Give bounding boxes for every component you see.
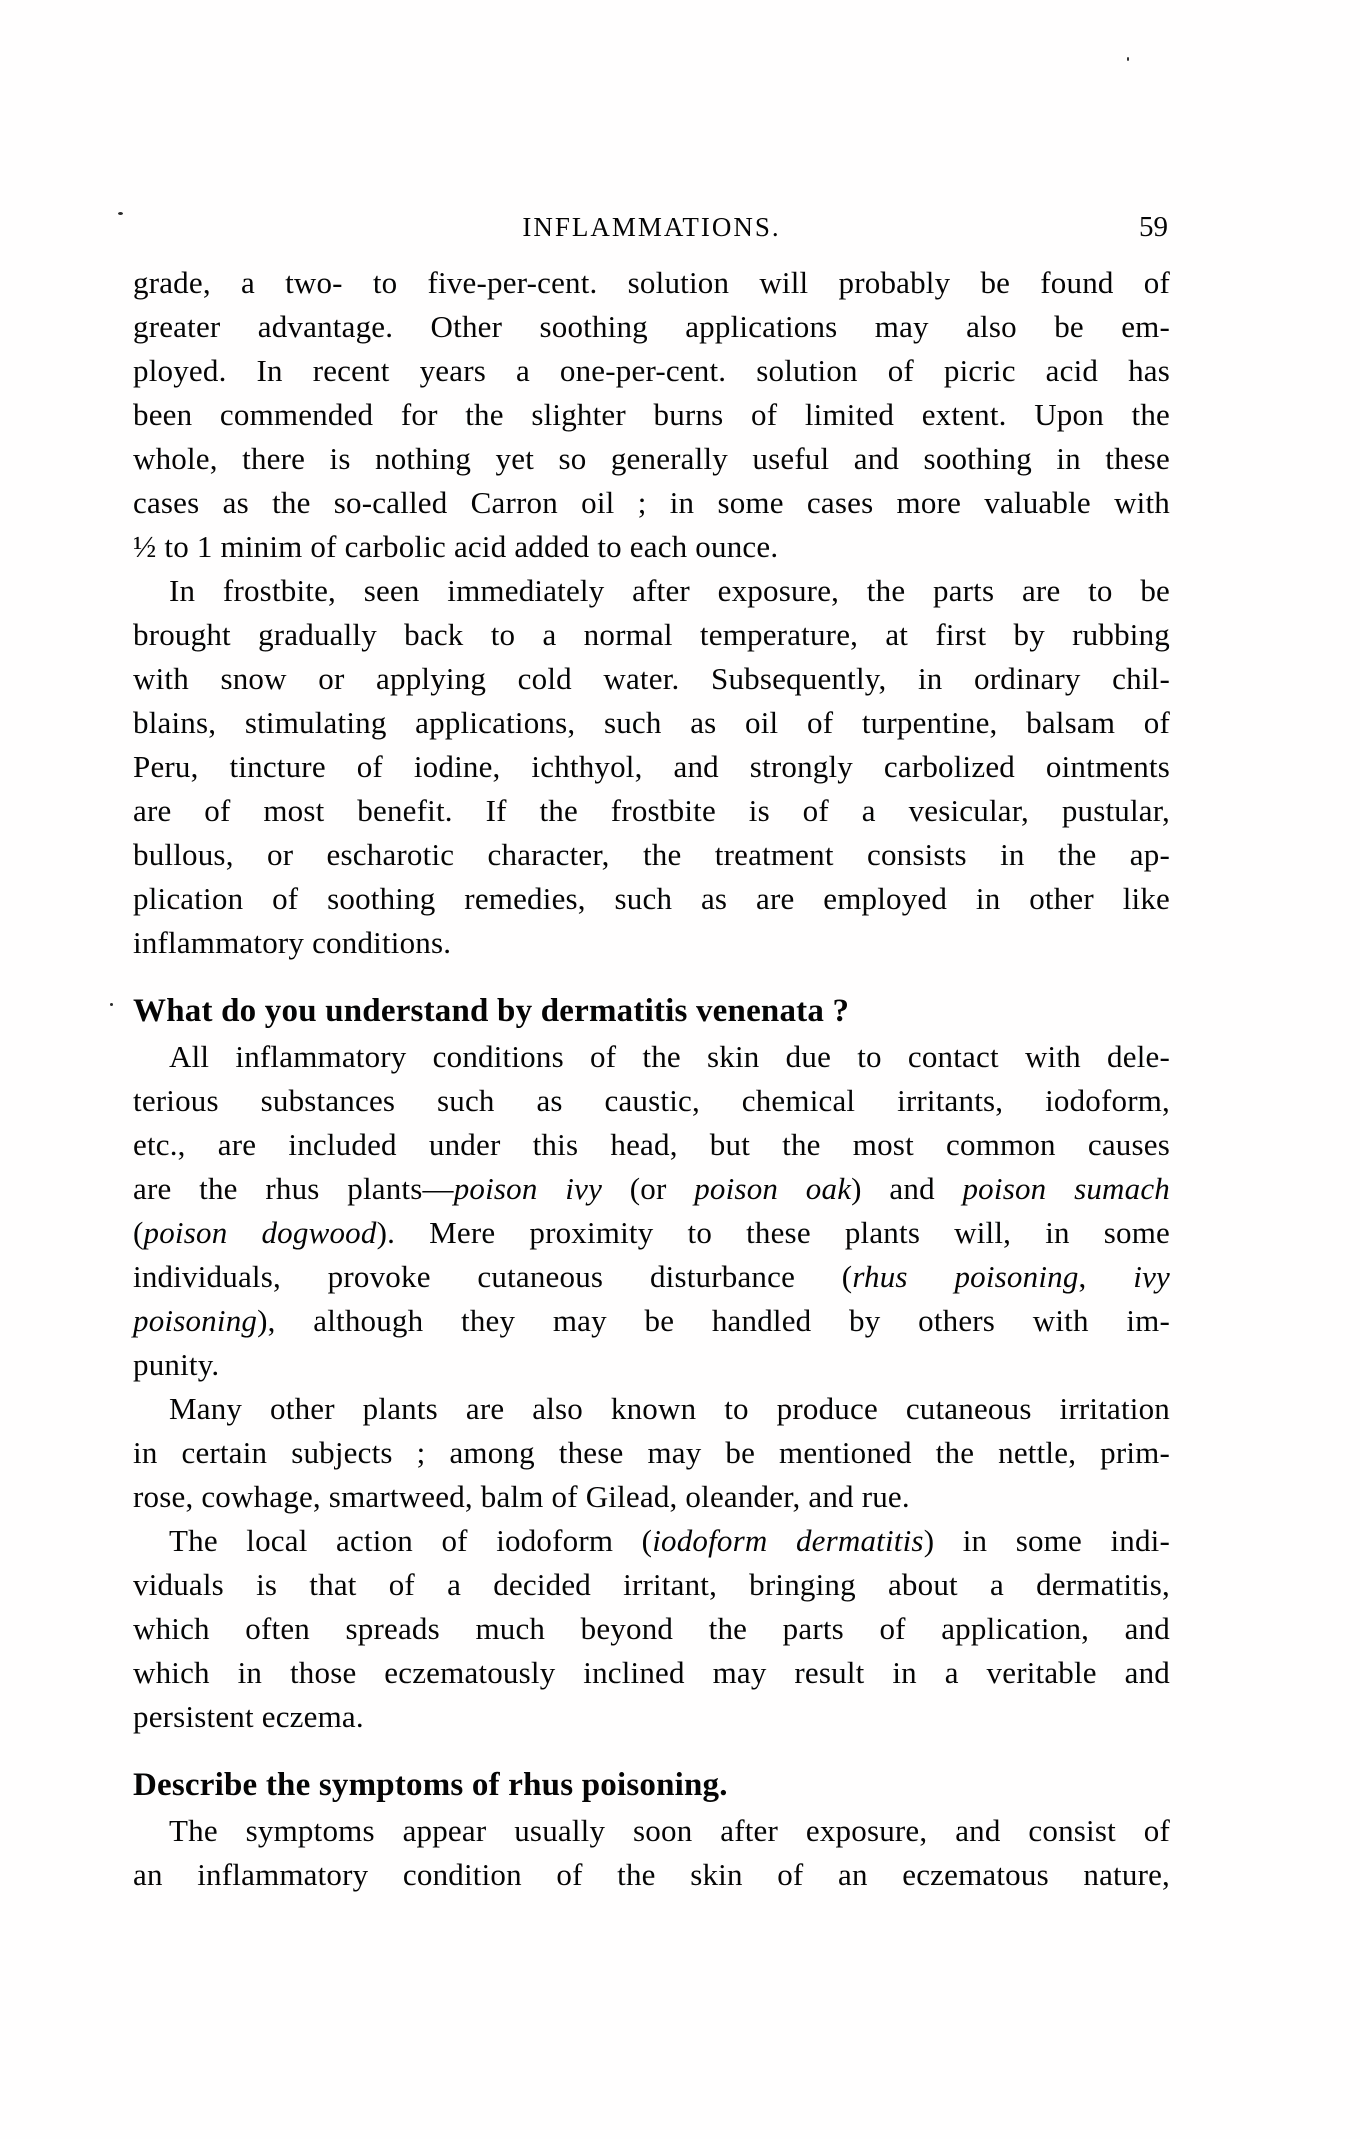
text-run: ( (133, 1215, 144, 1250)
text-run: an inflammatory condition of the skin of an eczematous nature, (133, 1857, 1170, 1892)
text-run: brought gradually back to a normal temperature, at first by rubbing (133, 617, 1170, 652)
text-line (133, 701, 1170, 745)
text-run: The symptoms appear usually soon after exposure, and consist of (169, 1813, 1170, 1848)
text-run: In frostbite, seen immediately after exposure, the parts are to be (169, 573, 1170, 608)
text-run: which in those eczematously inclined may result in a veritable and (133, 1655, 1170, 1690)
text-run: viduals is that of a decided irritant, bringing about a dermatitis, (133, 1567, 1170, 1602)
text-line (133, 1387, 1170, 1431)
italic-text: iodoform dermatitis (652, 1523, 924, 1558)
paragraph (133, 1519, 1170, 1739)
text-run: Many other plants are also known to produce cutaneous irritation (169, 1391, 1170, 1426)
text-line (133, 1809, 1170, 1853)
text-run: been commended for the slighter burns of limited extent. Upon the (133, 397, 1170, 432)
text-run: ) in some indi- (923, 1523, 1170, 1558)
text-run: grade, a two- to five-per-cent. solution will probably be found of (133, 265, 1170, 300)
italic-text: poisoning (133, 1303, 258, 1338)
text-line (133, 525, 1170, 569)
text-run: rose, cowhage, smartweed, balm of Gilead, oleander, and rue. (133, 1479, 910, 1514)
text-line (133, 1079, 1170, 1123)
text-line (133, 569, 1170, 613)
text-run: All inflammatory conditions of the skin due to contact with dele- (169, 1039, 1170, 1074)
text-line (133, 1255, 1170, 1299)
text-line (133, 1519, 1170, 1563)
paragraph (133, 569, 1170, 965)
question-heading: Describe the symptoms of rhus poisoning. (133, 1767, 728, 1803)
text-line (133, 437, 1170, 481)
text-line (133, 1475, 1170, 1519)
text-run: ployed. In recent years a one-per-cent. solution of picric acid has (133, 353, 1170, 388)
running-head (133, 205, 1170, 249)
text-line (133, 1299, 1170, 1343)
text-run: greater advantage. Other soothing applications may also be em- (133, 309, 1170, 344)
italic-text: poison oak (694, 1171, 852, 1206)
page-number: 59 (1139, 211, 1168, 243)
text-line (133, 1123, 1170, 1167)
scan-speck (1127, 57, 1129, 61)
italic-text: poison ivy (453, 1171, 603, 1206)
italic-text: poison sumach (962, 1171, 1170, 1206)
text-run: individuals, provoke cutaneous disturbance ( (133, 1259, 853, 1294)
text-line (133, 613, 1170, 657)
text-line (133, 1695, 1170, 1739)
text-run: Peru, tincture of iodine, ichthyol, and strongly carbolized ointments (133, 749, 1170, 784)
text-line (133, 481, 1170, 525)
text-run: inflammatory conditions. (133, 925, 452, 960)
text-line (133, 745, 1170, 789)
italic-text: poison dogwood (143, 1215, 377, 1250)
page-body (133, 261, 1170, 1897)
text-run: whole, there is nothing yet so generally useful and soothing in these (133, 441, 1170, 476)
text-run: ½ to 1 minim of carbolic acid added to each ounce. (133, 529, 779, 564)
text-run: are the rhus plants— (133, 1171, 454, 1206)
text-line (133, 1167, 1170, 1211)
text-run: etc., are included under this head, but the most common causes (133, 1127, 1170, 1162)
text-column (133, 205, 1170, 1897)
text-line (133, 1853, 1170, 1897)
text-run: punity. (133, 1347, 220, 1382)
text-line (133, 1651, 1170, 1695)
text-run: (or (602, 1171, 695, 1206)
text-line (133, 921, 1170, 965)
question-heading: What do you understand by dermatitis venenata ? (133, 993, 850, 1029)
scan-speck (110, 1003, 113, 1006)
text-run: are of most benefit. If the frostbite is of a vesicular, pustular, (133, 793, 1170, 828)
text-line (133, 261, 1170, 305)
paragraph (133, 1809, 1170, 1897)
text-run: cases as the so-called Carron oil ; in some cases more valuable with (133, 485, 1170, 520)
text-run: terious substances such as caustic, chemical irritants, iodoform, (133, 1083, 1170, 1118)
text-line (133, 1211, 1170, 1255)
text-run: ), although they may be handled by others with im- (257, 1303, 1170, 1338)
italic-text: ivy (1133, 1259, 1170, 1294)
text-line (133, 1035, 1170, 1079)
paragraph (133, 261, 1170, 569)
scan-speck (118, 212, 123, 215)
text-line (133, 349, 1170, 393)
text-line (133, 305, 1170, 349)
text-line (133, 393, 1170, 437)
text-run: The local action of iodoform ( (169, 1523, 653, 1558)
italic-text: rhus poisoning (852, 1259, 1079, 1294)
text-line (133, 877, 1170, 921)
text-run: persistent eczema. (133, 1699, 364, 1734)
paragraph (133, 1035, 1170, 1387)
text-run: , (1078, 1259, 1134, 1294)
text-run: ) and (851, 1171, 963, 1206)
text-run: ). Mere proximity to these plants will, in some (376, 1215, 1170, 1250)
text-run: which often spreads much beyond the parts of application, and (133, 1611, 1170, 1646)
text-run: plication of soothing remedies, such as are employed in other like (133, 881, 1170, 916)
text-run: bullous, or escharotic character, the treatment consists in the ap- (133, 837, 1170, 872)
running-title: INFLAMMATIONS. (522, 212, 781, 242)
text-line (133, 657, 1170, 701)
text-line (133, 833, 1170, 877)
text-line (133, 1563, 1170, 1607)
text-line (133, 1607, 1170, 1651)
text-line (133, 1343, 1170, 1387)
text-run: with snow or applying cold water. Subsequently, in ordinary chil- (133, 661, 1170, 696)
text-run: blains, stimulating applications, such as oil of turpentine, balsam of (133, 705, 1170, 740)
text-line (133, 789, 1170, 833)
text-run: in certain subjects ; among these may be mentioned the nettle, prim- (133, 1435, 1170, 1470)
paragraph (133, 1387, 1170, 1519)
text-line (133, 1431, 1170, 1475)
